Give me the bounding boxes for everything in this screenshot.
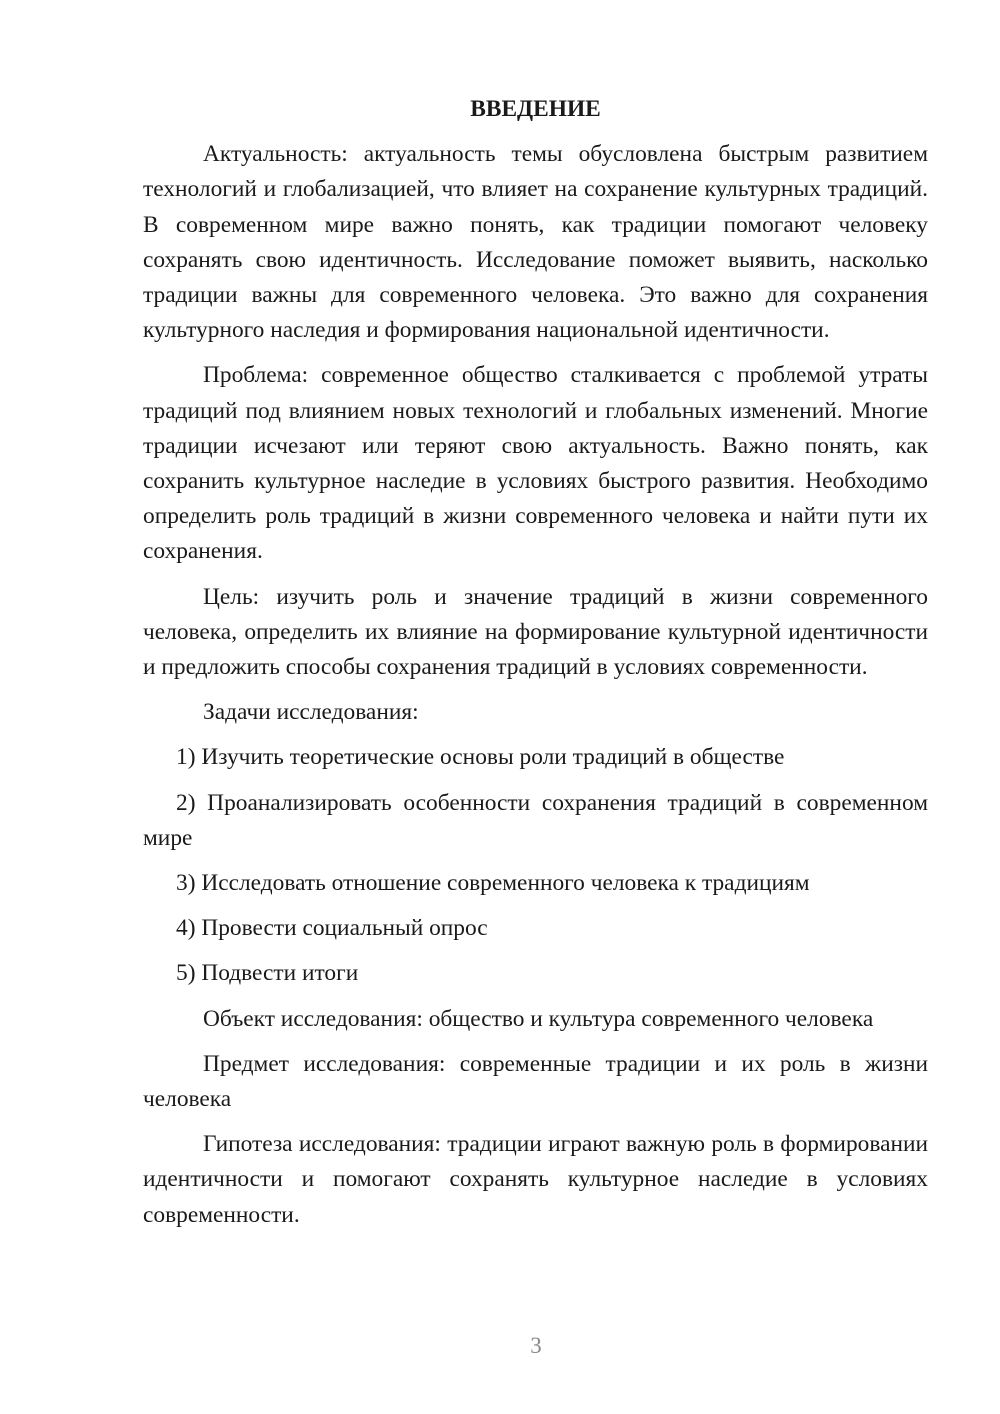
task-item-3: 3) Исследовать отношение современного человека к традициям: [176, 870, 810, 897]
task-item-2: 2) Проанализировать особенности сохранения традиций в современном мире: [143, 789, 928, 851]
page-number: 3: [530, 1333, 542, 1358]
paragraph-object: Объект исследования: общество и культура современного человека: [203, 1005, 874, 1032]
tasks-heading: Задачи исследования:: [203, 699, 419, 726]
page-title: ВВЕДЕНИЕ: [470, 96, 601, 122]
paragraph-subject: Предмет исследования: современные традиции и их роль в жизни человека: [143, 1050, 928, 1113]
paragraph-goal: Цель: изучить роль и значение традиций в жизни современного человека, определить их влияние на формирование культурной идентичности и предложить способы сохранения традиций в условиях современности.: [143, 583, 928, 681]
paragraph-relevance: Актуальность: актуальность темы обусловлена быстрым развитием технологий и глобализацией, что влияет на сохранение культурных традиций. В современном мире важно понять, как традиции помогают человеку сохранять свою идентичность. Исследование поможет выявить, насколько традиции важны для современного человека. Это важно для сохранения культурного наследия и формирования национальной идентичности.: [143, 141, 928, 344]
task-item-4: 4) Провести социальный опрос: [176, 915, 488, 942]
task-item-5: 5) Подвести итоги: [176, 960, 359, 987]
task-item-1: 1) Изучить теоретические основы роли традиций в обществе: [176, 744, 785, 771]
paragraph-problem: Проблема: современное общество сталкивается с проблемой утраты традиций под влиянием новых технологий и глобальных изменений. Многие традиции исчезают или теряют свою актуальность. Важно понять, как сохранить культурное наследие в условиях быстрого развития. Необходимо определить роль традиций в жизни современного человека и найти пути их сохранения.: [143, 362, 928, 565]
document-body: [143, 92, 928, 1243]
paragraph-hypothesis: Гипотеза исследования: традиции играют важную роль в формировании идентичности и помогают сохранять культурное наследие в условиях современности.: [143, 1131, 928, 1228]
